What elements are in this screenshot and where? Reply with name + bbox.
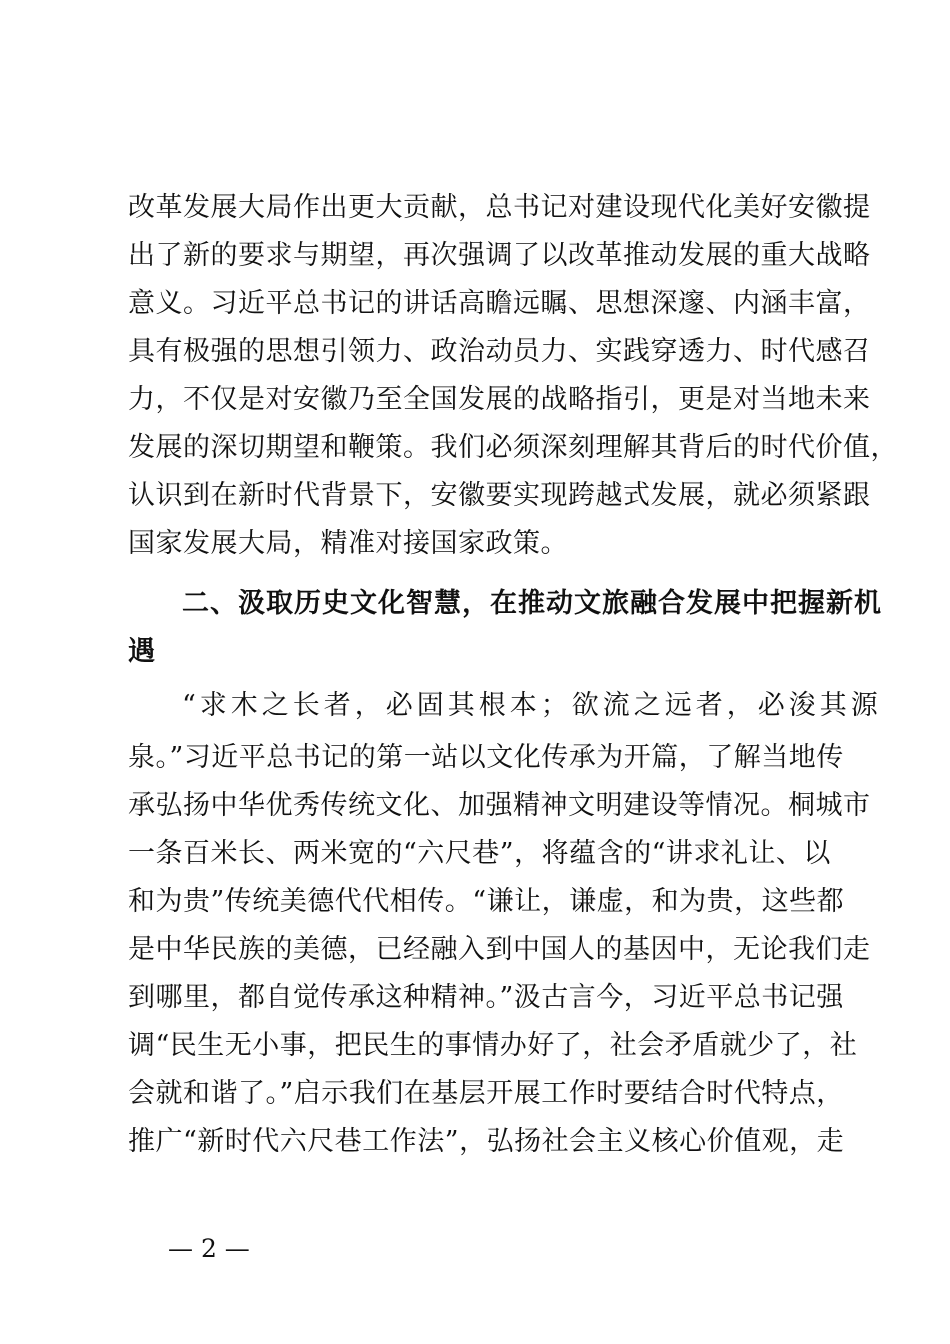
body-text-line: 改革发展大局作出更大贡献，总书记对建设现代化美好安徽提 [128,192,871,223]
section-heading-continuation: 遇 [128,636,156,667]
body-text-line: 推广“新时代六尺巷工作法”，弘扬社会主义核心价值观，走 [128,1126,845,1157]
body-text-line: “求木之长者，必固其根本；欲流之远者，必浚其源 [182,690,882,721]
body-text-line: 会就和谐了。”启示我们在基层开展工作时要结合时代特点， [128,1078,844,1109]
body-text-line: 具有极强的思想引领力、政治动员力、实践穿透力、时代感召 [128,336,871,367]
page-number: — 2 — [168,1234,250,1263]
body-text-line: 国家发展大局，精准对接国家政策。 [128,528,568,559]
body-text-line: 发展的深切期望和鞭策。我们必须深刻理解其背后的时代价值， [128,432,898,463]
body-text-line: 泉。”习近平总书记的第一站以文化传承为开篇，了解当地传 [128,742,844,773]
body-text-line: 调“民生无小事，把民生的事情办好了，社会矛盾就少了，社 [128,1030,858,1061]
body-text-line: 认识到在新时代背景下，安徽要实现跨越式发展，就必须紧跟 [128,480,871,511]
body-text-line: 一条百米长、两米宽的“六尺巷”，将蕴含的“讲求礼让、以 [128,838,831,869]
body-text-line: 到哪里，都自觉传承这种精神。”汲古言今，习近平总书记强 [128,982,844,1013]
body-text-line: 是中华民族的美德，已经融入到中国人的基因中，无论我们走 [128,934,871,965]
body-text-line: 意义。习近平总书记的讲话高瞻远瞩、思想深邃、内涵丰富， [128,288,871,319]
body-text-line: 出了新的要求与期望，再次强调了以改革推动发展的重大战略 [128,240,871,271]
body-text-line: 和为贵”传统美德代代相传。“谦让，谦虚，和为贵，这些都 [128,886,845,917]
section-heading: 二、汲取历史文化智慧，在推动文旅融合发展中把握新机 [182,588,882,619]
body-text-line: 承弘扬中华优秀传统文化、加强精神文明建设等情况。桐城市 [128,790,871,821]
body-text-line: 力，不仅是对安徽乃至全国发展的战略指引，更是对当地未来 [128,384,871,415]
